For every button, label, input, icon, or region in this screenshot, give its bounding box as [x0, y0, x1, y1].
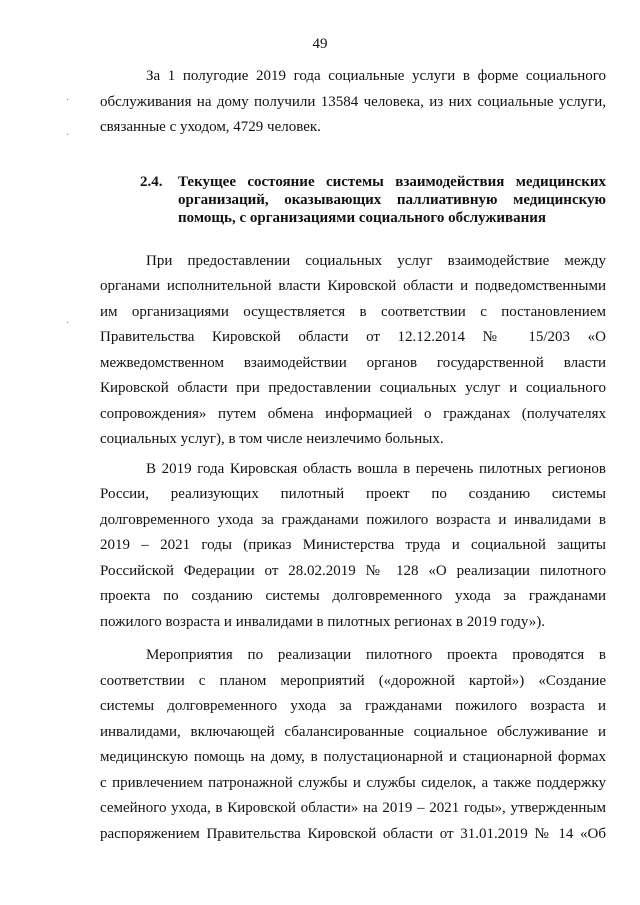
section-heading	[100, 173, 606, 227]
paragraph-line: соответствии с планом мероприятий («дорожной картой») «Создание	[100, 672, 606, 689]
section-title-line: организаций, оказывающих паллиативную медицинскую	[178, 191, 606, 208]
paragraph-line: Правительства Кировской области от 12.12.2014 № 15/203 «О	[100, 329, 606, 345]
document-body	[100, 64, 606, 847]
paragraph-summary	[100, 64, 606, 141]
paragraph-line: им организациями осуществляется в соответствии с постановлением	[100, 303, 606, 320]
paragraph-line: России, реализующих пилотный проект по созданию системы	[100, 486, 606, 502]
paragraph-line: медицинскую помощь на дому, в полустационарной и стационарной формах	[100, 749, 606, 765]
paragraph-line: В 2019 года Кировская область вошла в перечень пилотных регионов	[146, 460, 606, 477]
paragraph-line: сопровождения» путем обмена информацией о гражданах (получателях	[100, 405, 606, 422]
paragraph-line: За 1 полугодие 2019 года социальные услуги в форме социального	[146, 68, 606, 84]
paragraph-line: инвалидами, включающей сбалансированные социальное обслуживание и	[100, 723, 606, 740]
section-title	[178, 173, 606, 227]
paragraph-line: органами исполнительной власти Кировской области и подведомственными	[100, 278, 606, 294]
paragraph-line: связанные с уходом, 4729 человек.	[100, 119, 321, 135]
section-title-line: Текущее состояние системы взаимодействия медицинских	[178, 173, 606, 190]
paragraph-line: Мероприятия по реализации пилотного проекта проводятся в	[146, 647, 606, 663]
paragraph-line: При предоставлении социальных услуг взаимодействие между	[146, 252, 606, 269]
paragraph-pilot-regions	[100, 457, 606, 636]
scan-mark: ·	[66, 95, 70, 106]
paragraph-line: семейного ухода, в Кировской области» на 2019 – 2021 годы», утвержденным	[100, 800, 606, 816]
scan-mark: ·	[66, 130, 70, 141]
page-number: 49	[312, 36, 328, 52]
paragraph-line: долговременного ухода за гражданами пожилого возраста и инвалидами в	[100, 511, 606, 528]
paragraph-line: межведомственном взаимодействии органов государственной власти	[100, 354, 606, 371]
paragraph-line: социальных услуг), в том числе неизлечимо больных.	[100, 431, 444, 447]
paragraph-line: 2019 – 2021 годы (приказ Министерства труда и социальной защиты	[100, 537, 606, 553]
paragraph-line: обслуживания на дому получили 13584 человека, из них социальные услуги,	[100, 93, 606, 110]
paragraph-roadmap	[100, 643, 606, 847]
scan-mark: ·	[66, 318, 70, 329]
paragraph-line: проекта по созданию системы долговременного ухода за гражданами	[100, 588, 606, 604]
paragraph-line: распоряжением Правительства Кировской области от 31.01.2019 № 14 «Об	[100, 825, 606, 842]
paragraph-interaction	[100, 249, 606, 453]
paragraph-line: с привлечением патронажной службы и службы сиделок, а также поддержку	[100, 774, 606, 791]
paragraph-line: Кировской области при предоставлении социальных услуг и социального	[100, 380, 606, 396]
paragraph-line: системы долговременного ухода за гражданами пожилого возраста и	[100, 698, 606, 714]
paragraph-line: пожилого возраста и инвалидами в пилотных регионах в 2019 году»).	[100, 613, 546, 630]
section-title-line: помощь, с организациями социального обслуживания	[178, 209, 547, 226]
section-number: 2.4.	[140, 173, 163, 190]
paragraph-line: Российской Федерации от 28.02.2019 № 128 «О реализации пилотного	[100, 562, 606, 579]
